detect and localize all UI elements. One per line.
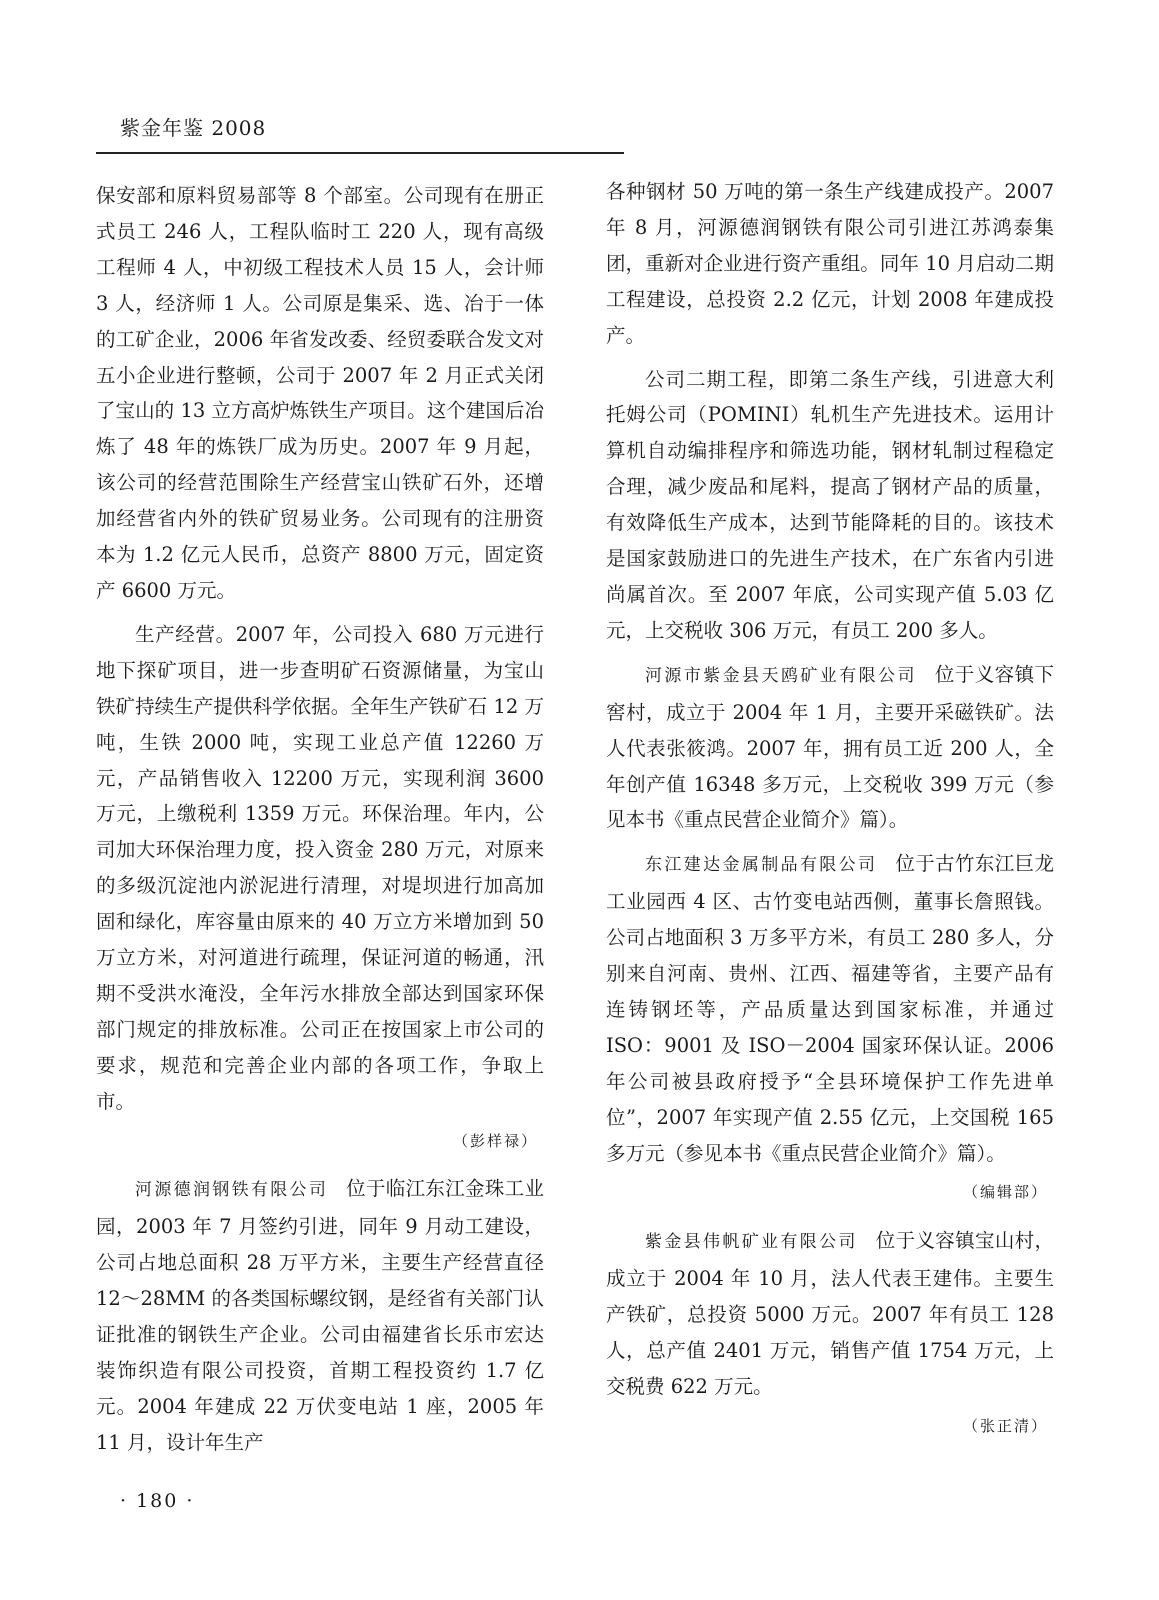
paragraph: 保安部和原料贸易部等 8 个部室。公司现有在册正式员工 246 人，工程队临时工 220 人，现有高级工程师 4 人，中初级工程技术人员 15 人，会计师 3 人，经济师 1 人。公司原是集采、选、冶于一体的工矿企业，2006 年省发改委、经贸委联合发文对五小企业进行整顿，公司于 2007 年 2 月正式关闭了宝山的 13 立方高炉炼铁生产项目。这个建国后冶炼了 48 年的炼铁厂成为历史。2007 年 9 月起，该公司的经营范围除生产经营宝山铁矿石外，还增加经营省内外的铁矿贸易业务。公司现有的注册资本为 1.2 亿元人民币，总资产 8800 万元，固定资产 6600 万元。 [96,184,544,602]
company-name: 东江建达金属制品有限公司 [645,855,878,876]
company-description: 位于临江东江金珠工业园，2003 年 7 月签约引进，同年 9 月动工建设，公司占地总面积 28 万平方米，主要生产经营直径 12～28MM 的各类国标螺纹钢，是经省有关部门认证批准的钢铁生产企业。公司由福建省长乐市宏达装饰织造有限公司投资，首期工程投资约 1.7 亿元。2004 年建成 22 万伏变电站 1 座，2005 年 11 月，设计年生产 [96,1177,544,1454]
company-name: 紫金县伟帆矿业有限公司 [645,1232,858,1253]
running-header: 紫金年鉴 2008 [120,116,267,140]
company-name: 河源市紫金县天鸥矿业有限公司 [645,665,917,686]
paragraph: 公司二期工程，即第二条生产线，引进意大利托姆公司（POMINI）轧机生产先进技术。运用计算机自动编排程序和筛选功能，钢材轧制过程稳定合理，减少废品和尾料，提高了钢材产品的质量，有效降低生产成本，达到节能降耗的目的。该技术是国家鼓励进口的先进生产技术，在广东省内引进尚属首次。至 2007 年底，公司实现产值 5.03 亿元，上交税收 306 万元，有员工 200 多人。 [606,367,1054,642]
company-description: 位于义容镇宝山村，成立于 2004 年 10 月，法人代表王建伟。主要生产铁矿，总投资 5000 万元。2007 年有员工 128 人，总产值 2401 万元，销售产值 1754 万元，上交税费 622 万元。 [606,1229,1054,1398]
header-rule [96,152,624,154]
company-description: 位于古竹东江巨龙工业园西 4 区、古竹变电站西侧，董事长詹照钱。公司占地面积 3 万多平方米，有员工 280 多人，分别来自河南、贵州、江西、福建等省，主要产品有连铸钢坯等，产品质量达到国家标准，并通过 ISO：9001 及 ISO－2004 国家环保认证。2006 年公司被县政府授予“全县环境保护工作先进单位”，2007 年实现产值 2.55 亿元，上交国税 165 多万元（参见本书《重点民营企业简介》篇）。 [606,852,1054,1165]
company-entry [606,846,1054,1171]
author-credit: （彭样禄） [452,1131,538,1150]
paragraph: 生产经营。2007 年，公司投入 680 万元进行地下探矿项目，进一步查明矿石资源储量，为宝山铁矿持续生产提供科学依据。全年生产铁矿石 12 万吨，生铁 2000 吨，实现工业总产值 12260 万元，产品销售收入 12200 万元，实现利润 3600 万元，上缴税利 1359 万元。环保治理。年内，公司加大环保治理力度，投入资金 280 万元，对原来的多级沉淀池内淤泥进行清理，对堤坝进行加高加固和绿化，库容量由原来的 40 万立方米增加到 50 万立方米，对河道进行疏理，保证河道的畅通，汛期不受洪水淹没，全年污水排放全部达到国家环保部门规定的排放标准。公司正在按国家上市公司的要求，规范和完善企业内部的各项工作，争取上市。 [96,622,544,1113]
company-entry [96,1171,544,1460]
page-number: · 180 · [120,1490,195,1512]
author-credit: （张正清） [962,1416,1048,1435]
company-name: 河源德润钢铁有限公司 [135,1180,329,1201]
paragraph: 各种钢材 50 万吨的第一条生产线建成投产。2007 年 8 月，河源德润钢铁有限公司引进江苏鸿泰集团，重新对企业进行资产重组。同年 10 月启动二期工程建设，总投资 2.2 亿元，计划 2008 年建成投产。 [606,180,1054,347]
company-entry [606,657,1054,839]
author-credit: （编辑部） [962,1183,1048,1202]
company-description: 位于义容镇下窖村，成立于 2004 年 1 月，主要开采磁铁矿。法人代表张筱鸿。2007 年，拥有员工近 200 人，全年创产值 16348 多万元，上交税收 399 万元（参见本书《重点民营企业简介》篇）。 [606,662,1054,832]
company-entry [606,1223,1054,1405]
left-column [96,178,544,1469]
right-column [606,174,1054,1457]
